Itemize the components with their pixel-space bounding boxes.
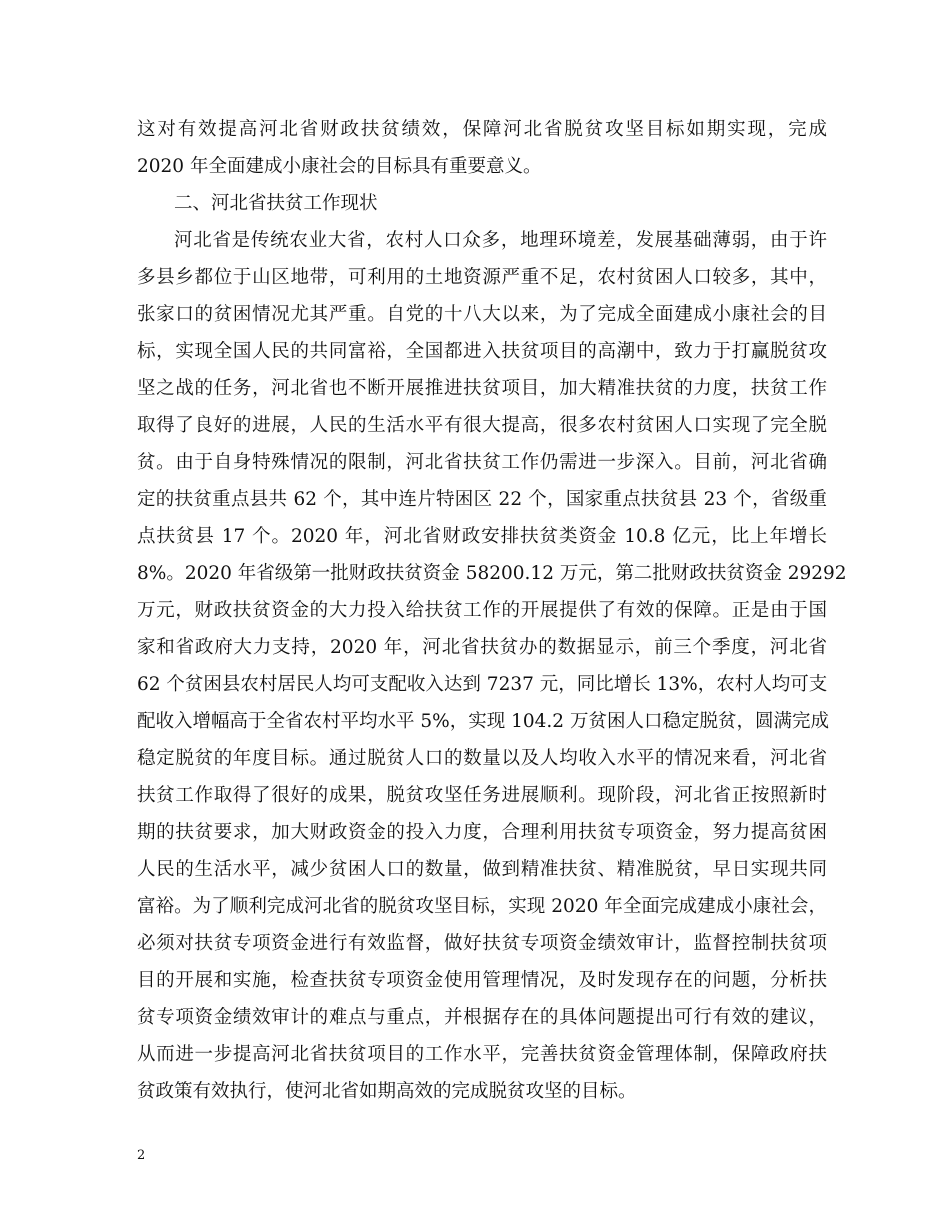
body-line: 贫。由于自身特殊情况的限制，河北省扶贫工作仍需进一步深入。目前，河北省确 (137, 452, 827, 473)
body-line: 取得了良好的进展，人民的生活水平有很大提高，很多农村贫困人口实现了完全脱 (137, 415, 827, 436)
body-line: 期的扶贫要求，加大财政资金的投入力度，合理利用扶贫专项资金，努力提高贫困 (137, 822, 827, 843)
body-line: 万元，财政扶贫资金的大力投入给扶贫工作的开展提供了有效的保障。正是由于国 (137, 600, 827, 621)
body-line: 必须对扶贫专项资金进行有效监督，做好扶贫专项资金绩效审计，监督控制扶贫项 (137, 933, 827, 954)
body-line: 贫政策有效执行，使河北省如期高效的完成脱贫攻坚的目标。 (137, 1081, 637, 1102)
section-heading: 二、河北省扶贫工作现状 (174, 193, 378, 214)
body-line: 河北省是传统农业大省，农村人口众多，地理环境差，发展基础薄弱，由于许 (174, 230, 827, 251)
body-line: 扶贫工作取得了很好的成果，脱贫攻坚任务进展顺利。现阶段，河北省正按照新时 (137, 785, 827, 806)
body-line: 标，实现全国人民的共同富裕，全国都进入扶贫项目的高潮中，致力于打赢脱贫攻 (137, 341, 827, 362)
body-line: 坚之战的任务，河北省也不断开展推进扶贫项目，加大精准扶贫的力度，扶贫工作 (137, 378, 827, 399)
body-line: 家和省政府大力支持，2020 年，河北省扶贫办的数据显示，前三个季度，河北省 (137, 637, 827, 658)
body-line: 富裕。为了顺利完成河北省的脱贫攻坚目标，实现 2020 年全面完成建成小康社会， (137, 896, 827, 917)
body-line: 2020 年全面建成小康社会的目标具有重要意义。 (137, 156, 542, 177)
body-line: 张家口的贫困情况尤其严重。自党的十八大以来，为了完成全面建成小康社会的目 (137, 304, 827, 325)
page-number: 2 (137, 1148, 146, 1163)
body-line: 从而进一步提高河北省扶贫项目的工作水平，完善扶贫资金管理体制，保障政府扶 (137, 1044, 827, 1065)
body-line: 8%。2020 年省级第一批财政扶贫资金 58200.12 万元，第二批财政扶贫资金 29292 (137, 563, 847, 584)
body-line: 配收入增幅高于全省农村平均水平 5%，实现 104.2 万贫困人口稳定脱贫，圆满完成 (137, 711, 829, 732)
body-line: 62 个贫困县农村居民人均可支配收入达到 7237 元，同比增长 13%，农村人均可支 (137, 674, 828, 695)
body-line: 目的开展和实施，检查扶贫专项资金使用管理情况，及时发现存在的问题，分析扶 (137, 970, 827, 991)
body-line: 定的扶贫重点县共 62 个，其中连片特困区 22 个，国家重点扶贫县 23 个，省级重 (137, 489, 827, 510)
body-line: 点扶贫县 17 个。2020 年，河北省财政安排扶贫类资金 10.8 亿元，比上年增长 (137, 526, 827, 547)
body-line: 这对有效提高河北省财政扶贫绩效，保障河北省脱贫攻坚目标如期实现，完成 (137, 119, 827, 140)
body-line: 多县乡都位于山区地带，可利用的土地资源严重不足，农村贫困人口较多，其中， (137, 267, 827, 288)
body-line: 贫专项资金绩效审计的难点与重点，并根据存在的具体问题提出可行有效的建议， (137, 1007, 827, 1028)
body-line: 稳定脱贫的年度目标。通过脱贫人口的数量以及人均收入水平的情况来看，河北省 (137, 748, 827, 769)
body-line: 人民的生活水平，减少贫困人口的数量，做到精准扶贫、精准脱贫，早日实现共同 (137, 859, 827, 880)
